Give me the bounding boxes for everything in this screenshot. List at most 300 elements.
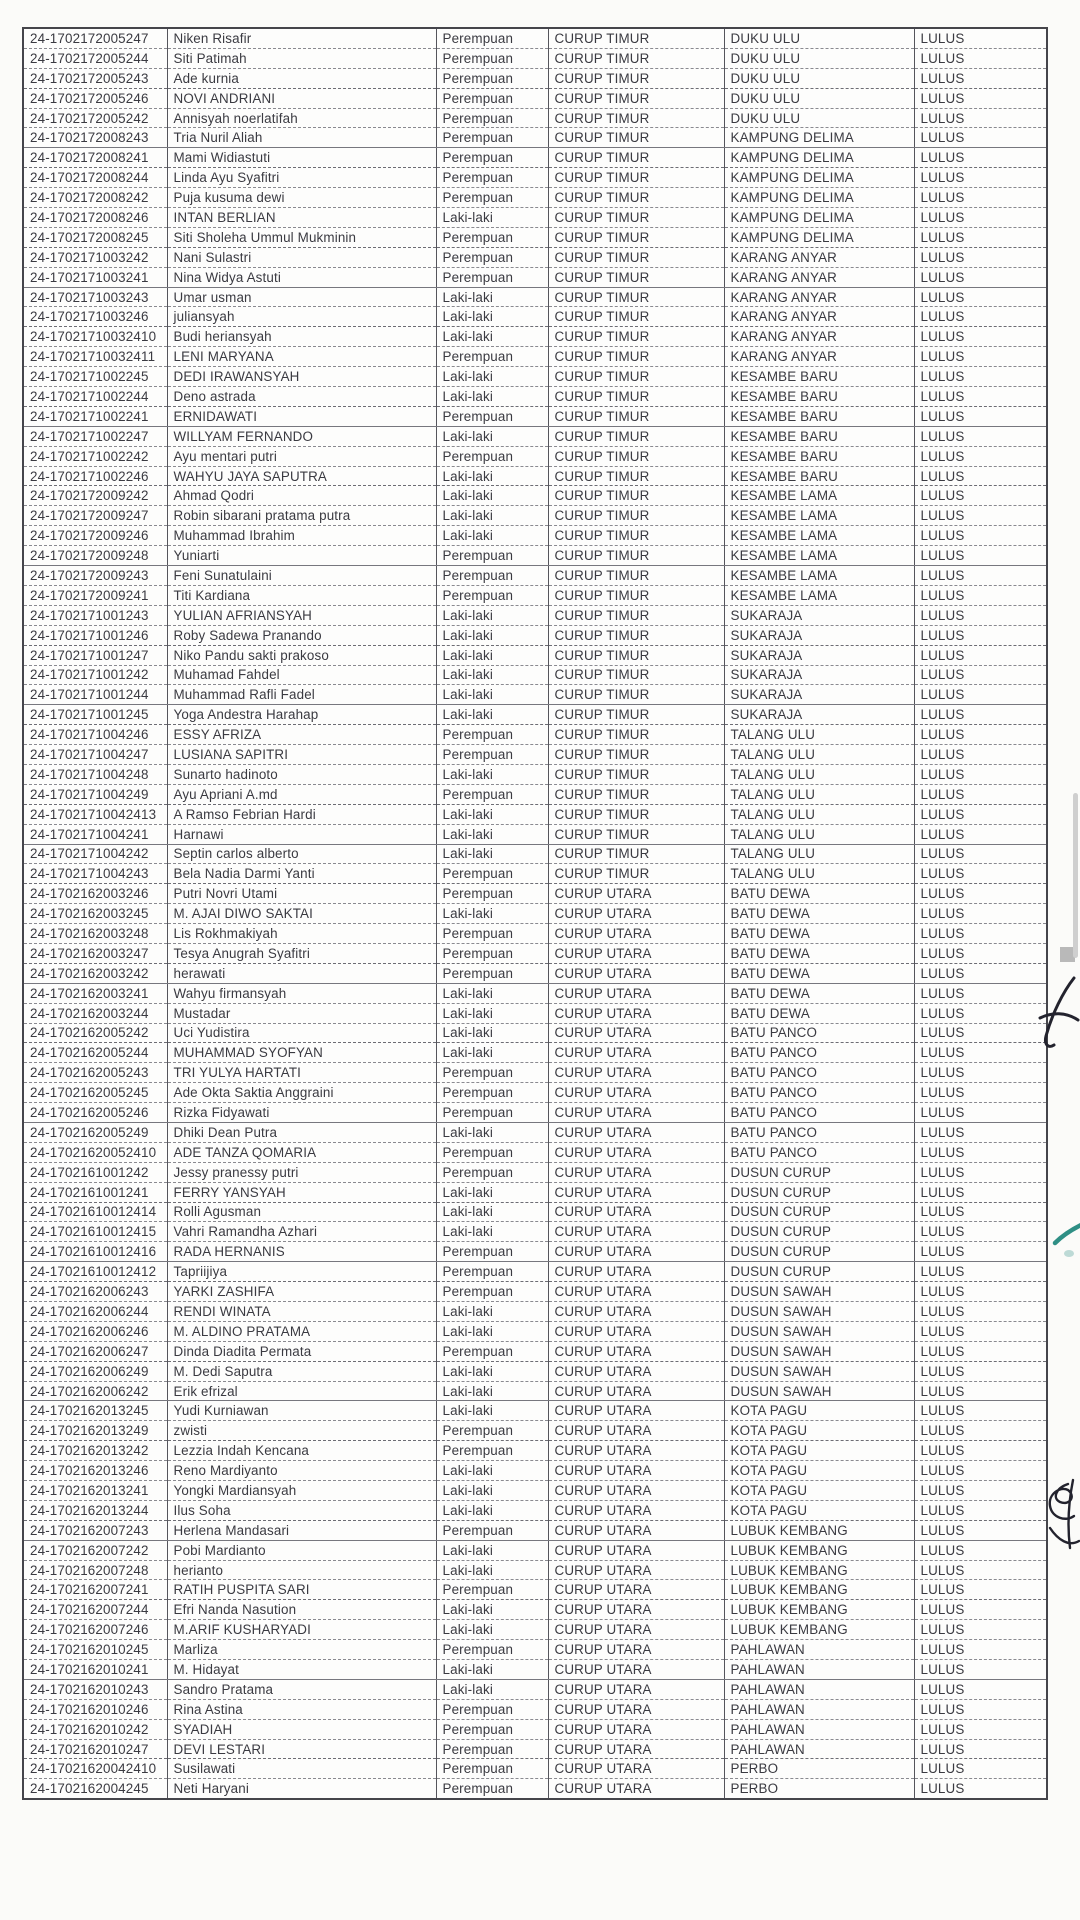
cell-exam-number: 24-1702162003245 [23,904,167,924]
cell-village: SUKARAJA [724,705,914,725]
cell-student-name: Mami Widiastuti [167,148,436,168]
cell-village: BATU PANCO [724,1142,914,1162]
cell-exam-number: 24-1702162007241 [23,1580,167,1600]
cell-exam-number: 24-1702162013244 [23,1500,167,1520]
table-row [23,864,1047,884]
cell-gender: Perempuan [436,1759,548,1779]
cell-district: CURUP UTARA [548,1600,724,1620]
cell-gender: Perempuan [436,1063,548,1083]
cell-student-name: RATIH PUSPITA SARI [167,1580,436,1600]
table-row [23,227,1047,247]
cell-exam-number: 24-1702172008244 [23,168,167,188]
cell-status: LULUS [914,904,1047,924]
cell-student-name: Dinda Diadita Permata [167,1341,436,1361]
cell-gender: Perempuan [436,1421,548,1441]
cell-student-name: Rolli Agusman [167,1202,436,1222]
cell-status: LULUS [914,725,1047,745]
cell-gender: Perempuan [436,943,548,963]
cell-village: KARANG ANYAR [724,307,914,327]
cell-district: CURUP TIMUR [548,645,724,665]
cell-student-name: MUHAMMAD SYOFYAN [167,1043,436,1063]
cell-gender: Perempuan [436,546,548,566]
table-row [23,764,1047,784]
cell-district: CURUP UTARA [548,1401,724,1421]
cell-village: KOTA PAGU [724,1481,914,1501]
cell-gender: Perempuan [436,1142,548,1162]
cell-district: CURUP UTARA [548,1381,724,1401]
cell-exam-number: 24-1702162003242 [23,963,167,983]
cell-village: BATU PANCO [724,1043,914,1063]
cell-student-name: WAHYU JAYA SAPUTRA [167,466,436,486]
cell-village: SUKARAJA [724,645,914,665]
cell-status: LULUS [914,764,1047,784]
cell-district: CURUP TIMUR [548,685,724,705]
cell-district: CURUP UTARA [548,1540,724,1560]
table-row [23,1162,1047,1182]
cell-student-name: M. ALDINO PRATAMA [167,1321,436,1341]
cell-gender: Perempuan [436,1739,548,1759]
cell-district: CURUP UTARA [548,1003,724,1023]
scan-artifact-smudge [1064,1250,1074,1257]
cell-district: CURUP UTARA [548,1341,724,1361]
table-row [23,1699,1047,1719]
cell-student-name: Sunarto hadinoto [167,764,436,784]
cell-status: LULUS [914,884,1047,904]
cell-gender: Perempuan [436,1103,548,1123]
cell-village: BATU DEWA [724,983,914,1003]
cell-gender: Perempuan [436,1580,548,1600]
cell-village: KESAMBE BARU [724,426,914,446]
cell-status: LULUS [914,426,1047,446]
cell-student-name: Wahyu firmansyah [167,983,436,1003]
cell-exam-number: 24-1702172009247 [23,506,167,526]
cell-status: LULUS [914,1719,1047,1739]
cell-student-name: Puja kusuma dewi [167,188,436,208]
cell-gender: Laki-laki [436,904,548,924]
cell-student-name: Yudi Kurniawan [167,1401,436,1421]
table-row [23,1063,1047,1083]
table-row [23,108,1047,128]
table-row [23,208,1047,228]
cell-village: LUBUK KEMBANG [724,1620,914,1640]
cell-village: BATU DEWA [724,943,914,963]
cell-village: KOTA PAGU [724,1421,914,1441]
cell-status: LULUS [914,566,1047,586]
cell-gender: Laki-laki [436,486,548,506]
cell-village: KARANG ANYAR [724,267,914,287]
cell-status: LULUS [914,1560,1047,1580]
cell-exam-number: 24-1702172008243 [23,128,167,148]
cell-village: BATU PANCO [724,1083,914,1103]
cell-student-name: M. Dedi Saputra [167,1361,436,1381]
cell-district: CURUP TIMUR [548,446,724,466]
cell-gender: Perempuan [436,48,548,68]
cell-district: CURUP UTARA [548,1739,724,1759]
cell-village: DUKU ULU [724,28,914,48]
cell-exam-number: 24-1702171001242 [23,665,167,685]
cell-status: LULUS [914,1162,1047,1182]
cell-exam-number: 24-1702171001247 [23,645,167,665]
cell-gender: Perempuan [436,1282,548,1302]
cell-status: LULUS [914,1083,1047,1103]
table-row [23,904,1047,924]
cell-exam-number: 24-1702162006242 [23,1381,167,1401]
table-row [23,1779,1047,1799]
table-row [23,844,1047,864]
cell-gender: Laki-laki [436,804,548,824]
cell-status: LULUS [914,247,1047,267]
cell-exam-number: 24-1702162010245 [23,1640,167,1660]
cell-status: LULUS [914,1302,1047,1322]
cell-district: CURUP TIMUR [548,48,724,68]
cell-student-name: Rina Astina [167,1699,436,1719]
cell-district: CURUP UTARA [548,1282,724,1302]
cell-student-name: Erik efrizal [167,1381,436,1401]
table-row [23,1739,1047,1759]
cell-status: LULUS [914,605,1047,625]
cell-student-name: Ahmad Qodri [167,486,436,506]
teal-pen-stroke-icon [1052,1222,1080,1246]
cell-village: KAMPUNG DELIMA [724,188,914,208]
cell-district: CURUP TIMUR [548,665,724,685]
cell-exam-number: 24-1702162003246 [23,884,167,904]
cell-status: LULUS [914,88,1047,108]
cell-exam-number: 24-1702171002247 [23,426,167,446]
cell-exam-number: 24-1702162007242 [23,1540,167,1560]
cell-status: LULUS [914,1242,1047,1262]
table-row [23,1083,1047,1103]
cell-gender: Perempuan [436,168,548,188]
cell-exam-number: 24-1702172005247 [23,28,167,48]
cell-exam-number: 24-17021620042410 [23,1759,167,1779]
cell-exam-number: 24-1702162006244 [23,1302,167,1322]
cell-gender: Laki-laki [436,1401,548,1421]
cell-student-name: Siti Patimah [167,48,436,68]
cell-exam-number: 24-1702162013249 [23,1421,167,1441]
cell-student-name: M. Hidayat [167,1660,436,1680]
cell-gender: Perempuan [436,148,548,168]
cell-exam-number: 24-1702162003241 [23,983,167,1003]
table-row [23,387,1047,407]
cell-village: PAHLAWAN [724,1739,914,1759]
cell-gender: Laki-laki [436,526,548,546]
table-row [23,566,1047,586]
cell-status: LULUS [914,1699,1047,1719]
cell-student-name: Roby Sadewa Pranando [167,625,436,645]
cell-district: CURUP UTARA [548,1182,724,1202]
cell-district: CURUP UTARA [548,1103,724,1123]
cell-district: CURUP UTARA [548,1719,724,1739]
table-row [23,347,1047,367]
cell-status: LULUS [914,1600,1047,1620]
cell-exam-number: 24-1702171003246 [23,307,167,327]
cell-student-name: Lis Rokhmakiyah [167,924,436,944]
table-row [23,1560,1047,1580]
cell-exam-number: 24-1702172008242 [23,188,167,208]
cell-district: CURUP UTARA [548,1461,724,1481]
cell-gender: Perempuan [436,1083,548,1103]
cell-status: LULUS [914,1103,1047,1123]
cell-district: CURUP TIMUR [548,208,724,228]
cell-status: LULUS [914,1620,1047,1640]
cell-gender: Perempuan [436,1242,548,1262]
cell-exam-number: 24-1702171004246 [23,725,167,745]
cell-status: LULUS [914,1421,1047,1441]
cell-village: KARANG ANYAR [724,287,914,307]
cell-student-name: Nani Sulastri [167,247,436,267]
cell-district: CURUP TIMUR [548,784,724,804]
cell-student-name: INTAN BERLIAN [167,208,436,228]
cell-exam-number: 24-1702162010246 [23,1699,167,1719]
cell-exam-number: 24-1702171001246 [23,625,167,645]
table-row [23,983,1047,1003]
cell-village: BATU PANCO [724,1122,914,1142]
cell-gender: Perempuan [436,1341,548,1361]
cell-village: BATU DEWA [724,904,914,924]
cell-status: LULUS [914,864,1047,884]
cell-village: TALANG ULU [724,824,914,844]
table-row [23,1262,1047,1282]
cell-district: CURUP UTARA [548,1142,724,1162]
table-row [23,1600,1047,1620]
cell-exam-number: 24-1702162005243 [23,1063,167,1083]
cell-village: KESAMBE LAMA [724,486,914,506]
cell-exam-number: 24-1702162003247 [23,943,167,963]
cell-status: LULUS [914,804,1047,824]
cell-student-name: M.ARIF KUSHARYADI [167,1620,436,1640]
cell-district: CURUP TIMUR [548,546,724,566]
cell-student-name: Susilawati [167,1759,436,1779]
cell-district: CURUP UTARA [548,1520,724,1540]
cell-district: CURUP TIMUR [548,108,724,128]
table-row [23,168,1047,188]
cell-status: LULUS [914,1401,1047,1421]
cell-gender: Laki-laki [436,387,548,407]
cell-gender: Perempuan [436,884,548,904]
cell-village: BATU PANCO [724,1023,914,1043]
cell-district: CURUP TIMUR [548,367,724,387]
cell-gender: Laki-laki [436,1481,548,1501]
cell-exam-number: 24-1702162003248 [23,924,167,944]
table-row [23,943,1047,963]
cell-status: LULUS [914,327,1047,347]
cell-student-name: Ade Okta Saktia Anggraini [167,1083,436,1103]
table-row [23,1461,1047,1481]
cell-student-name: juliansyah [167,307,436,327]
cell-student-name: Septin carlos alberto [167,844,436,864]
cell-gender: Laki-laki [436,287,548,307]
table-row [23,745,1047,765]
cell-village: PAHLAWAN [724,1660,914,1680]
cell-district: CURUP UTARA [548,1302,724,1322]
cell-student-name: Niken Risafir [167,28,436,48]
cell-status: LULUS [914,1023,1047,1043]
cell-exam-number: 24-17021610012414 [23,1202,167,1222]
cell-village: TALANG ULU [724,804,914,824]
cell-exam-number: 24-1702171002242 [23,446,167,466]
cell-student-name: Annisyah noerlatifah [167,108,436,128]
table-row [23,1142,1047,1162]
cell-status: LULUS [914,1779,1047,1799]
table-row [23,1481,1047,1501]
cell-village: PAHLAWAN [724,1719,914,1739]
cell-district: CURUP TIMUR [548,844,724,864]
cell-student-name: Neti Haryani [167,1779,436,1799]
cell-status: LULUS [914,506,1047,526]
cell-district: CURUP TIMUR [548,247,724,267]
cell-status: LULUS [914,1660,1047,1680]
cell-student-name: Deno astrada [167,387,436,407]
cell-exam-number: 24-1702172008245 [23,227,167,247]
cell-status: LULUS [914,546,1047,566]
cell-exam-number: 24-1702171001244 [23,685,167,705]
cell-gender: Laki-laki [436,1222,548,1242]
cell-student-name: Tesya Anugrah Syafitri [167,943,436,963]
table-row [23,188,1047,208]
table-row [23,426,1047,446]
cell-exam-number: 24-1702171004243 [23,864,167,884]
table-row [23,148,1047,168]
cell-district: CURUP TIMUR [548,88,724,108]
cell-village: SUKARAJA [724,685,914,705]
cell-status: LULUS [914,1500,1047,1520]
cell-status: LULUS [914,625,1047,645]
cell-district: CURUP TIMUR [548,287,724,307]
cell-district: CURUP UTARA [548,1481,724,1501]
cell-exam-number: 24-1702171001245 [23,705,167,725]
cell-district: CURUP TIMUR [548,426,724,446]
cell-exam-number: 24-1702172005243 [23,68,167,88]
cell-student-name: Uci Yudistira [167,1023,436,1043]
cell-village: PERBO [724,1779,914,1799]
cell-gender: Laki-laki [436,1023,548,1043]
cell-village: TALANG ULU [724,864,914,884]
cell-gender: Perempuan [436,406,548,426]
cell-student-name: herianto [167,1560,436,1580]
cell-status: LULUS [914,1222,1047,1242]
cell-village: SUKARAJA [724,625,914,645]
cell-village: BATU DEWA [724,963,914,983]
table-row [23,1003,1047,1023]
cell-village: LUBUK KEMBANG [724,1580,914,1600]
cell-district: CURUP UTARA [548,1660,724,1680]
table-row [23,784,1047,804]
cell-district: CURUP UTARA [548,1162,724,1182]
cell-gender: Perempuan [436,864,548,884]
cell-student-name: RENDI WINATA [167,1302,436,1322]
cell-student-name: Efri Nanda Nasution [167,1600,436,1620]
cell-district: CURUP TIMUR [548,725,724,745]
table-row [23,1361,1047,1381]
cell-village: KESAMBE LAMA [724,546,914,566]
table-row [23,665,1047,685]
cell-gender: Perempuan [436,1162,548,1182]
cell-village: TALANG ULU [724,784,914,804]
cell-gender: Laki-laki [436,625,548,645]
table-row [23,1620,1047,1640]
cell-district: CURUP UTARA [548,1321,724,1341]
table-row [23,1441,1047,1461]
cell-district: CURUP UTARA [548,1043,724,1063]
cell-status: LULUS [914,486,1047,506]
cell-student-name: Budi heriansyah [167,327,436,347]
cell-exam-number: 24-1702172005242 [23,108,167,128]
cell-district: CURUP TIMUR [548,705,724,725]
cell-district: CURUP UTARA [548,963,724,983]
cell-village: BATU DEWA [724,1003,914,1023]
cell-student-name: Niko Pandu sakti prakoso [167,645,436,665]
cell-status: LULUS [914,983,1047,1003]
cell-village: LUBUK KEMBANG [724,1540,914,1560]
cell-village: KAMPUNG DELIMA [724,128,914,148]
cell-village: DUKU ULU [724,68,914,88]
cell-exam-number: 24-1702171002246 [23,466,167,486]
results-table-body [23,28,1047,1799]
cell-exam-number: 24-1702162006247 [23,1341,167,1361]
cell-gender: Perempuan [436,1699,548,1719]
cell-district: CURUP UTARA [548,983,724,1003]
cell-district: CURUP TIMUR [548,864,724,884]
cell-student-name: Ilus Soha [167,1500,436,1520]
table-row [23,546,1047,566]
cell-student-name: Feni Sunatulaini [167,566,436,586]
cell-exam-number: 24-1702172008246 [23,208,167,228]
cell-gender: Perempuan [436,1441,548,1461]
table-row [23,506,1047,526]
cell-student-name: YARKI ZASHIFA [167,1282,436,1302]
cell-district: CURUP UTARA [548,1679,724,1699]
cell-student-name: TRI YULYA HARTATI [167,1063,436,1083]
cell-status: LULUS [914,48,1047,68]
cell-village: DUSUN CURUP [724,1162,914,1182]
cell-student-name: M. AJAI DIWO SAKTAI [167,904,436,924]
cell-exam-number: 24-1702171002245 [23,367,167,387]
cell-district: CURUP UTARA [548,1500,724,1520]
cell-village: KARANG ANYAR [724,327,914,347]
cell-exam-number: 24-17021710032410 [23,327,167,347]
cell-village: KESAMBE LAMA [724,526,914,546]
cell-exam-number: 24-1702172008241 [23,148,167,168]
cell-student-name: Linda Ayu Syafitri [167,168,436,188]
cell-status: LULUS [914,1461,1047,1481]
cell-student-name: Ayu Apriani A.md [167,784,436,804]
cell-gender: Perempuan [436,28,548,48]
cell-village: KAMPUNG DELIMA [724,227,914,247]
cell-village: KESAMBE LAMA [724,566,914,586]
cell-status: LULUS [914,128,1047,148]
cell-exam-number: 24-1702162005245 [23,1083,167,1103]
cell-exam-number: 24-1702172009246 [23,526,167,546]
cell-village: PAHLAWAN [724,1640,914,1660]
table-row [23,367,1047,387]
cell-status: LULUS [914,784,1047,804]
cell-gender: Laki-laki [436,605,548,625]
cell-district: CURUP UTARA [548,1063,724,1083]
cell-village: SUKARAJA [724,605,914,625]
cell-gender: Perempuan [436,1262,548,1282]
cell-exam-number: 24-1702162013246 [23,1461,167,1481]
cell-gender: Laki-laki [436,645,548,665]
cell-gender: Laki-laki [436,1302,548,1322]
cell-district: CURUP TIMUR [548,327,724,347]
cell-district: CURUP UTARA [548,1202,724,1222]
cell-district: CURUP TIMUR [548,605,724,625]
cell-student-name: Herlena Mandasari [167,1520,436,1540]
cell-status: LULUS [914,1381,1047,1401]
cell-village: DUSUN SAWAH [724,1321,914,1341]
cell-village: KESAMBE LAMA [724,585,914,605]
cell-gender: Laki-laki [436,367,548,387]
